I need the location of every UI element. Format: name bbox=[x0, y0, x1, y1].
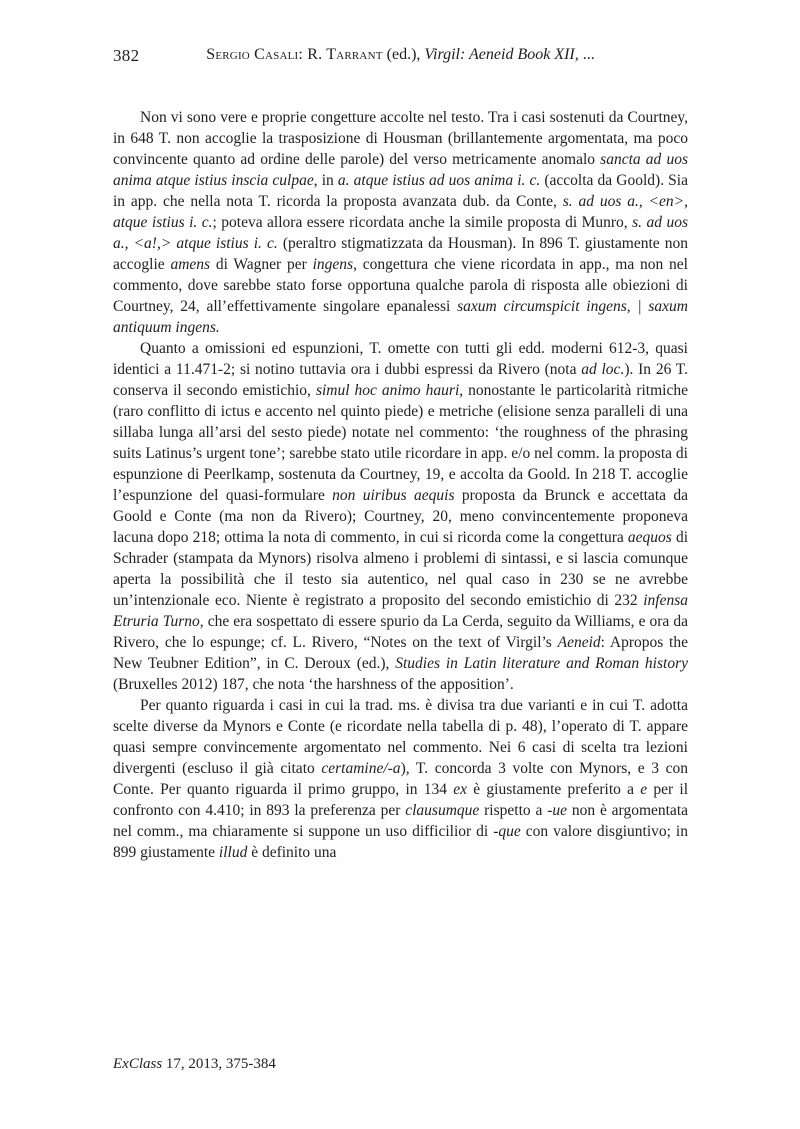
text-run: Virgil: Aeneid Book XII, bbox=[424, 46, 579, 63]
text-run: : Apropos the New Teubner Edition”, in C. Deroux (ed.), bbox=[113, 634, 688, 672]
page-number: 382 bbox=[113, 46, 140, 65]
text-run: a. atque istius ad uos anima i. c. bbox=[337, 172, 541, 189]
text-run: ExClass bbox=[113, 1056, 163, 1072]
text-run: -que bbox=[493, 823, 521, 840]
text-run: con valore disgiuntivo; in 899 giustamente bbox=[113, 823, 688, 861]
page-footer-citation bbox=[113, 1056, 276, 1073]
paragraph-conjectures bbox=[113, 107, 688, 338]
text-run: -ue bbox=[547, 802, 568, 819]
text-run: certamine/-a bbox=[321, 760, 401, 777]
text-run: clausumque bbox=[405, 802, 480, 819]
text-run: simul hoc animo hauri bbox=[315, 382, 460, 399]
text-run: (peraltro stigmatizzata da Housman). In 896 T. giustamente non accoglie bbox=[113, 235, 688, 273]
text-run: ingens bbox=[312, 256, 354, 273]
text-run: s. ad uos a., <en>, atque istius i. c. bbox=[113, 193, 688, 231]
text-run: s. ad uos a., <a!,> atque istius i. c. bbox=[113, 214, 689, 252]
text-run: , in bbox=[313, 172, 338, 189]
text-run: ad loc. bbox=[581, 361, 625, 378]
text-run: Studies in Latin literature and Roman history bbox=[395, 655, 688, 672]
text-run: e bbox=[640, 781, 648, 798]
text-run: Quanto a omissioni ed espunzioni, T. omette con tutti gli edd. moderni 612-3, quasi identici a 11.471-2; si notino tuttavia ora i dubbi espressi da Rivero (nota bbox=[113, 340, 688, 378]
text-run: infensa Etruria Turno bbox=[113, 592, 688, 630]
text-run: Non vi sono vere e proprie congetture accolte nel testo. Tra i casi sostenuti da Courtney, in 648 T. non accoglie la trasposizione di Housman (brillantemente argomentata, ma poco convincente quanto ad ordine delle parole) del verso metricamente anomalo bbox=[113, 109, 688, 168]
text-run: ex bbox=[453, 781, 468, 798]
paragraph-variants bbox=[113, 695, 688, 863]
text-run: illud bbox=[218, 844, 248, 861]
text-run: per il confronto con 4.410; in 893 la preferenza per bbox=[113, 781, 689, 819]
text-run: , congettura che viene ricordata in app., ma non nel commento, dove sarebbe stato forse opportuna qualche parola di risposta alle obiezioni di Courtney, 24, all’effettivamente singolare epanalessi bbox=[113, 256, 688, 315]
text-run: , che era sospettato di essere spurio da La Cerda, seguito da Williams, e ora da Rivero, che lo espunge; cf. L. Rivero, “Notes on the text of Virgil’s bbox=[113, 613, 688, 651]
text-run: non uiribus aequis bbox=[332, 487, 455, 504]
text-run: 17, 2013, 375-384 bbox=[162, 1056, 276, 1072]
text-run: sancta ad uos anima atque istius inscia culpae bbox=[113, 151, 688, 189]
text-run: rispetto a bbox=[479, 802, 548, 819]
text-run: Sergio Casali: R. Tarrant bbox=[206, 46, 383, 63]
text-run: è definito una bbox=[247, 844, 337, 861]
text-run: Aeneid bbox=[557, 634, 601, 651]
text-run: Per quanto riguarda i casi in cui la trad. ms. è divisa tra due varianti e in cui T. adotta scelte diverse da Mynors e Conte (e ricordate nella tabella di p. 48), l’operato di T. appare quasi sempre convincemente argomentato nel commento. Nei 6 casi di scelta tra lezioni divergenti (escluso il già citato bbox=[113, 697, 688, 777]
text-run: ... bbox=[578, 46, 595, 63]
text-run: amens bbox=[170, 256, 211, 273]
text-run: aequos bbox=[627, 529, 672, 546]
text-run: (Bruxelles 2012) 187, che nota ‘the harshness of the apposition’. bbox=[113, 676, 514, 693]
page-header bbox=[113, 46, 688, 68]
text-run: proposta da Brunck e accettata da Goold e Conte (ma non da Rivero); Courtney, 20, meno convincentemente proponeva lacuna dopo 218; ottima la nota di commento, in cui si ricorda come la congettura bbox=[113, 487, 688, 546]
text-run: di Wagner per bbox=[210, 256, 313, 273]
text-run: (accolta da Goold). Sia in app. che nella nota T. ricorda la proposta avanzata dub. da Conte, bbox=[113, 172, 688, 210]
text-run: (ed.), bbox=[382, 46, 425, 63]
text-run: ). In 26 T. conserva il secondo emistichio, bbox=[113, 361, 688, 399]
text-run: di Schrader (stampata da Mynors) risolva almeno i problemi di sintassi, e si lascia comunque aperta la possibilità che il testo sia autentico, nel qual caso in 230 se ne avrebbe un’intenzionale eco. Niente è registrato a proposito del secondo emistichio di 232 bbox=[113, 529, 688, 609]
text-run: saxum circumspicit ingens, | saxum antiquum ingens. bbox=[113, 298, 688, 336]
text-run: non è argomentata nel comm., ma chiaramente si suppone un uso difficilior di bbox=[113, 802, 688, 840]
running-header-title bbox=[113, 46, 688, 64]
body-text bbox=[113, 107, 688, 863]
text-run: ; poteva allora essere ricordata anche la simile proposta di Munro, bbox=[212, 214, 633, 231]
text-run: , nonostante le particolarità ritmiche (raro conflitto di ictus e accento nel quinto piede) e metriche (elisione senza paralleli di una sillaba lunga all’arsi del sesto piede) notate nel commento: ‘the roughness of the phrasing suits Latinus’s urgent tone’; sarebbe stato utile ricordare in app. e/o nel comm. la proposta di espunzione di Peerlkamp, sostenuta da Courtney, 19, e accolta da Goold. In 218 T. accoglie l’espunzione del quasi-formulare bbox=[113, 382, 688, 504]
paragraph-omissions bbox=[113, 338, 688, 695]
text-run: è giustamente preferito a bbox=[467, 781, 641, 798]
text-run: ), T. concorda 3 volte con Mynors, e 3 con Conte. Per quanto riguarda il primo gruppo, in 134 bbox=[113, 760, 688, 798]
